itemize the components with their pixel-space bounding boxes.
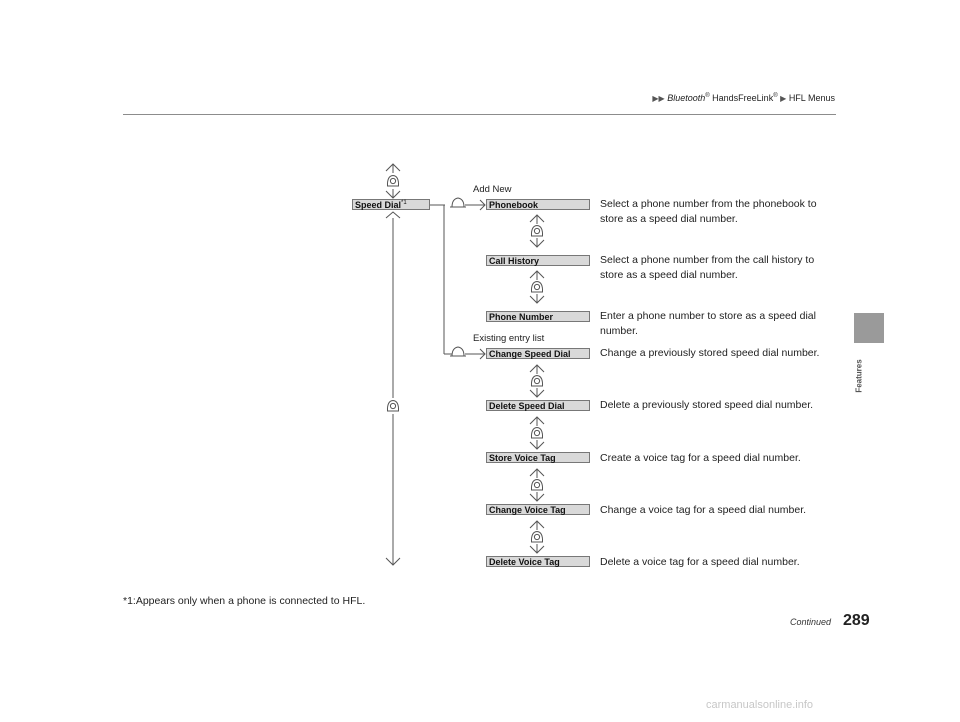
menu-item-change-speed-dial: Change Speed Dial <box>486 348 590 359</box>
breadcrumb-handsfreelink: HandsFreeLink <box>709 93 774 103</box>
description-phonebook: Select a phone number from the phonebook to store as a speed dial number. <box>600 198 817 225</box>
menu-item-phonebook: Phonebook <box>486 199 590 210</box>
breadcrumb-arrow-icon: ▶ <box>780 94 787 103</box>
description-delete-speed-dial: Delete a previously stored speed dial number. <box>600 399 814 411</box>
selector-knob-icon <box>386 164 400 198</box>
watermark: carmanualsonline.info <box>706 699 814 711</box>
description-store-voice-tag: Create a voice tag for a speed dial number. <box>600 452 801 464</box>
page-number: 289 <box>843 612 870 629</box>
breadcrumb-bluetooth: Bluetooth <box>667 93 706 103</box>
selector-knob-icon <box>530 417 544 449</box>
section-tab-label: Features <box>854 359 864 393</box>
selector-knob-icon <box>530 469 544 501</box>
menu-item-delete-speed-dial: Delete Speed Dial <box>486 400 590 411</box>
press-knob-icon <box>450 347 485 359</box>
existing-entry-label: Existing entry list <box>473 333 545 344</box>
arrow-icon <box>386 212 400 565</box>
description-call-history: Select a phone number from the call history to store as a speed dial number. <box>600 254 815 281</box>
selector-knob-icon <box>385 398 401 414</box>
menu-item-store-voice-tag: Store Voice Tag <box>486 452 590 463</box>
add-new-label: Add New <box>473 184 512 195</box>
press-knob-icon <box>450 198 485 210</box>
selector-knob-icon <box>530 365 544 397</box>
description-change-voice-tag: Change a voice tag for a speed dial number. <box>600 504 807 516</box>
breadcrumb-hfl-menus: HFL Menus <box>788 93 835 103</box>
speed-dial-item: Speed Dial$^{*1}$ <box>352 199 430 210</box>
menu-item-change-voice-tag: Change Voice Tag <box>486 504 590 515</box>
description-delete-voice-tag: Delete a voice tag for a speed dial number. <box>600 556 800 568</box>
menu-item-call-history: Call History <box>486 255 590 266</box>
selector-knob-icon <box>530 271 544 303</box>
menu-item-phone-number: Phone Number <box>486 311 590 322</box>
continued-label: Continued <box>790 617 832 627</box>
menu-item-delete-voice-tag: Delete Voice Tag <box>486 556 590 567</box>
selector-knob-icon <box>530 521 544 553</box>
breadcrumb-arrow-icon: ▶▶ <box>652 94 665 103</box>
footnote: *1:Appears only when a phone is connected to HFL. <box>123 595 366 607</box>
description-change-speed-dial: Change a previously stored speed dial number. <box>600 347 820 359</box>
description-phone-number: Enter a phone number to store as a speed dial number. <box>600 310 816 337</box>
breadcrumb: ▶▶ Bluetooth® HandsFreeLink® ▶ HFL Menus <box>652 93 835 103</box>
selector-knob-icon <box>530 215 544 247</box>
